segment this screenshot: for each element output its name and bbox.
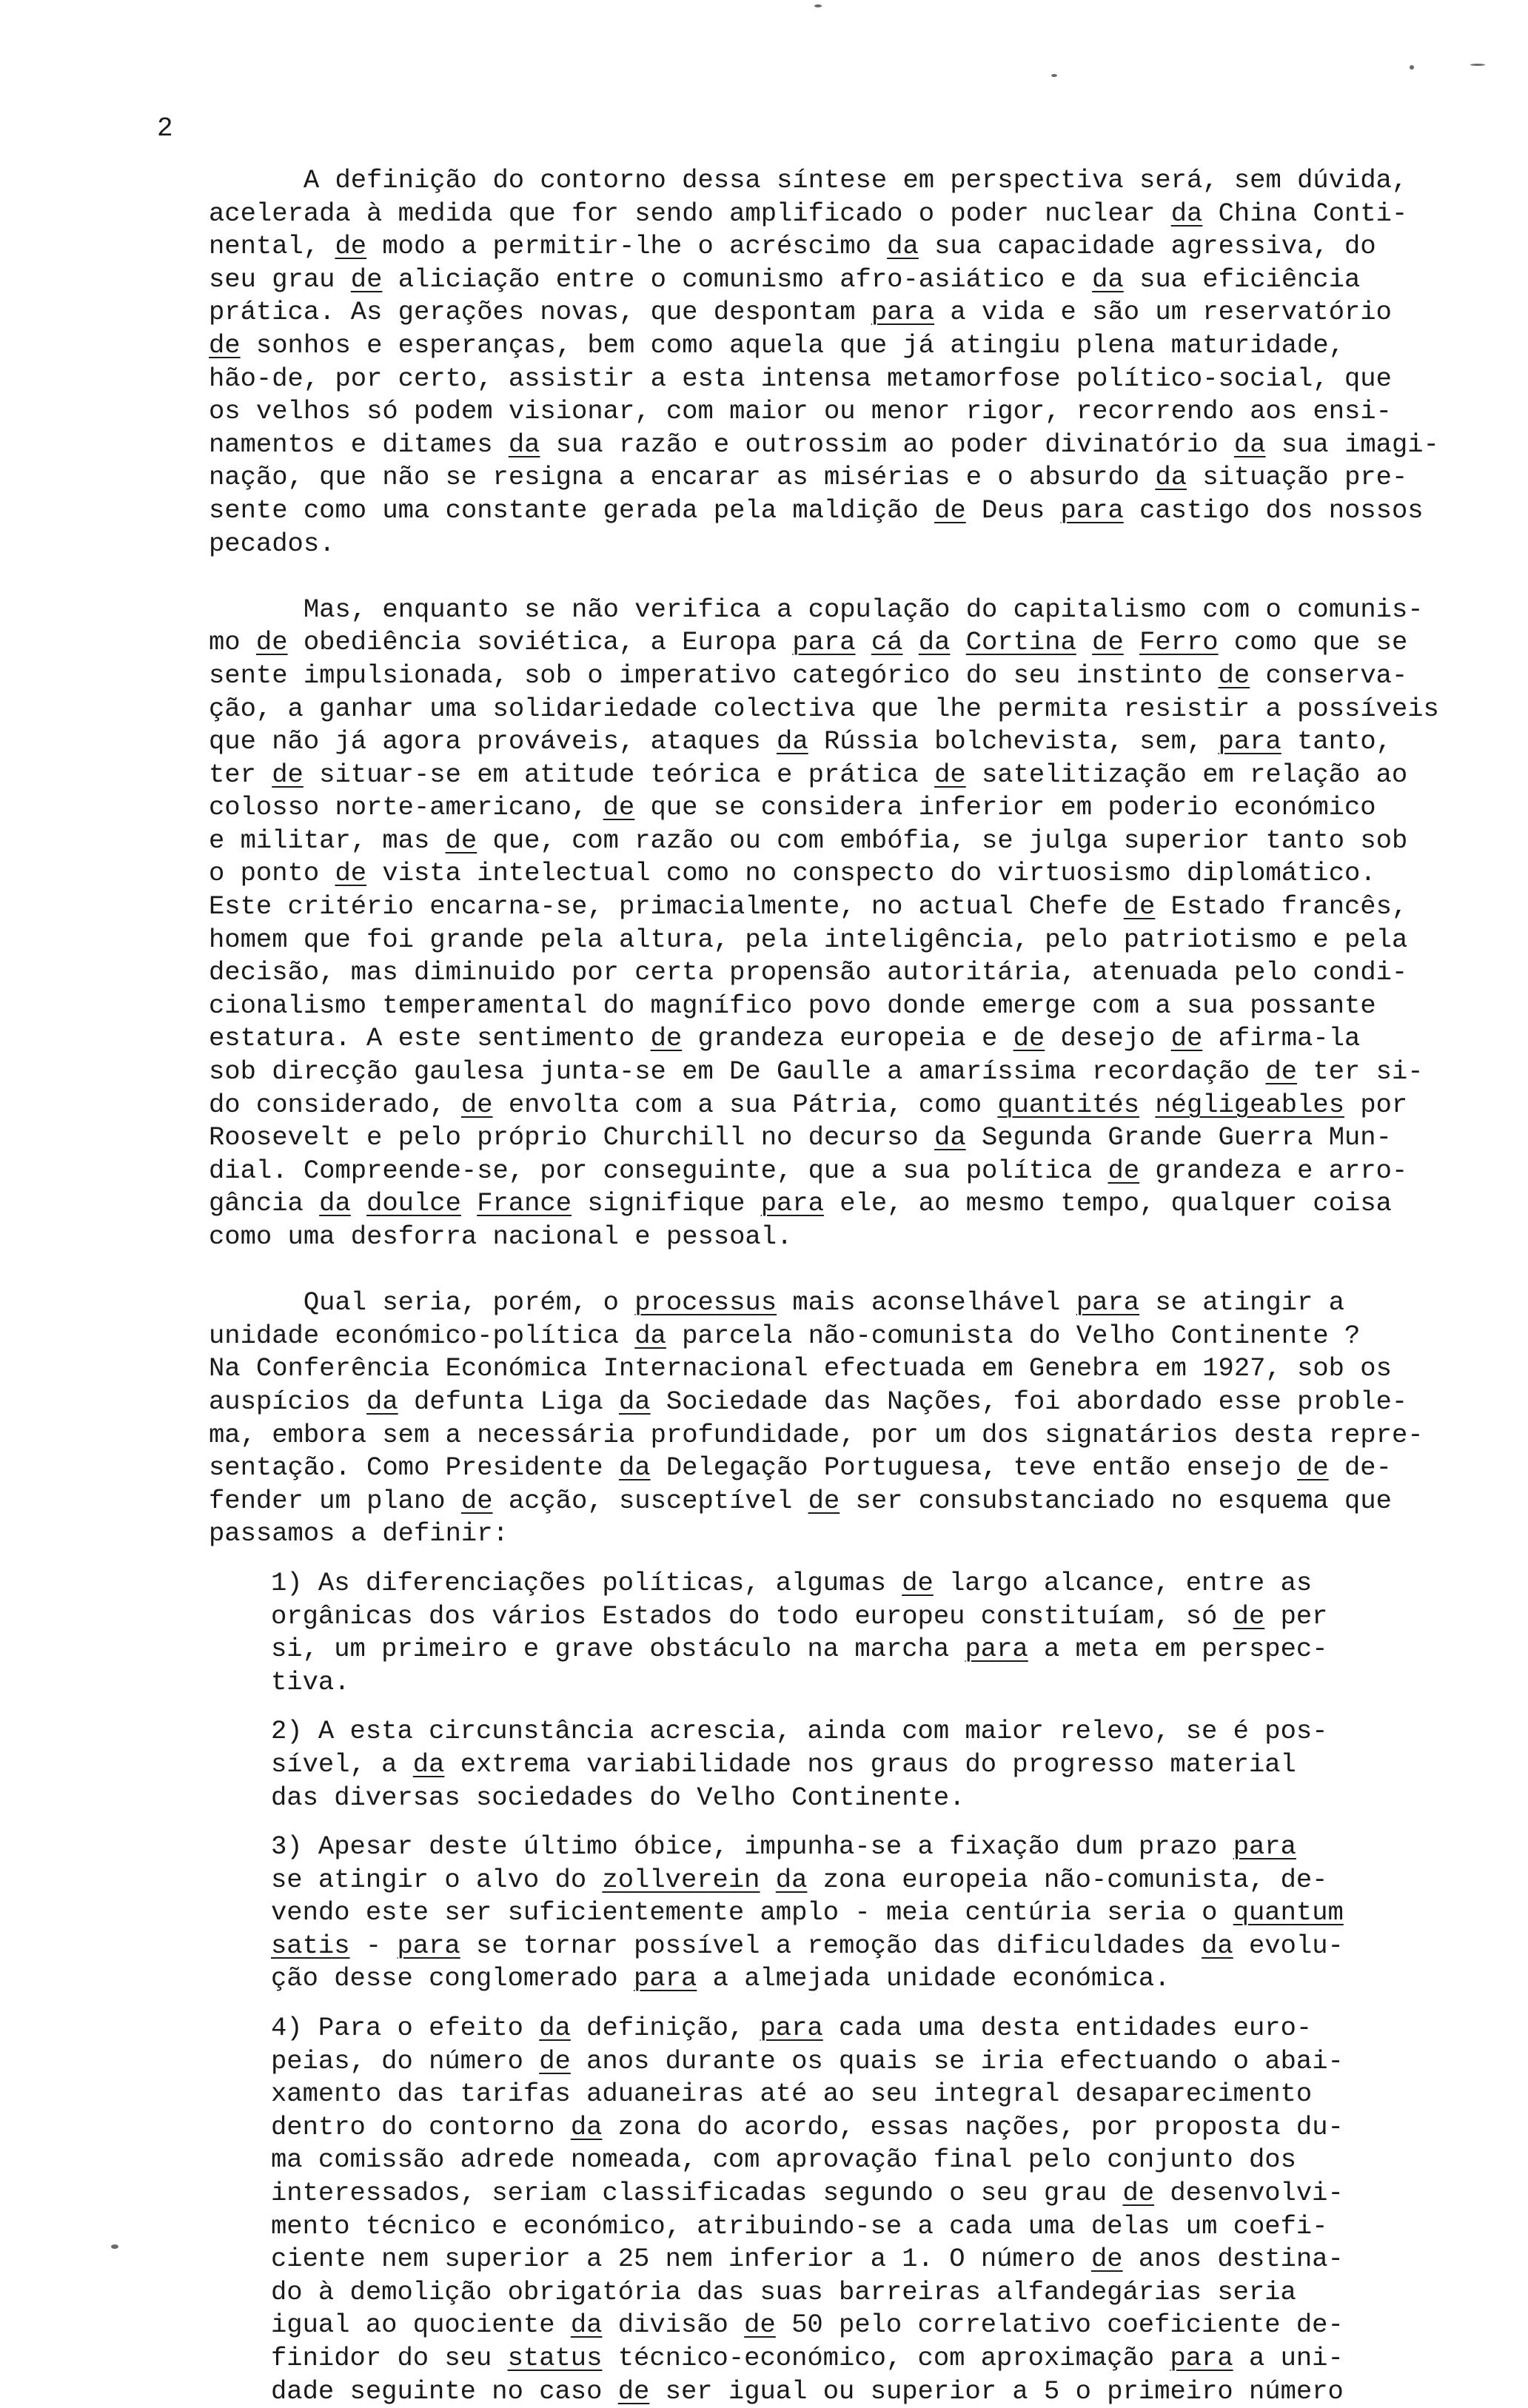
text-line: que não já agora prováveis, ataques da Rússia bolchevista, sem, para tanto, xyxy=(209,726,1392,757)
text-line: Roosevelt e pelo próprio Churchill no decurso da Segunda Grande Guerra Mun- xyxy=(209,1122,1392,1153)
text-line: prática. As gerações novas, que despontam para a vida e são um reservatório xyxy=(209,297,1392,328)
text-line: sob direcção gaulesa junta-se em De Gaulle a amaríssima recordação de ter si- xyxy=(209,1056,1424,1087)
text-line: ciente nem superior a 25 nem inferior a 1. O número de anos destina- xyxy=(271,2244,1344,2275)
text-line: pecados. xyxy=(209,528,335,559)
scan-speck xyxy=(814,4,822,7)
text-line: ção desse conglomerado para a almejada unidade económica. xyxy=(271,1963,1170,1994)
text-line: os velhos só podem visionar, com maior ou menor rigor, recorrendo aos ensi- xyxy=(209,396,1392,427)
scan-speck xyxy=(1051,74,1057,77)
text-line: e militar, mas de que, com razão ou com embófia, se julga superior tanto sob xyxy=(209,825,1408,856)
text-line: xamento das tarifas aduaneiras até ao seu integral desaparecimento xyxy=(271,2079,1313,2110)
text-line: acelerada à medida que for sendo amplificado o poder nuclear da China Conti- xyxy=(209,198,1408,229)
list-item xyxy=(271,1715,1501,1814)
text-line: estatura. A este sentimento de grandeza europeia e de desejo de afirma-la xyxy=(209,1023,1361,1054)
text-line: seu grau de aliciação entre o comunismo afro-asiático e da sua eficiência xyxy=(209,264,1361,295)
text-line: 2) A esta circunstância acrescia, ainda com maior relevo, se é pos- xyxy=(271,1716,1328,1747)
text-line: A definição do contorno dessa síntese em perspectiva será, sem dúvida, xyxy=(303,165,1408,195)
list-item xyxy=(271,1831,1501,1996)
text-line: namentos e ditames da sua razão e outrossim ao poder divinatório da sua imagi- xyxy=(209,429,1439,460)
scan-speck xyxy=(111,2244,118,2249)
text-line: homem que foi grande pela altura, pela inteligência, pelo patriotismo e pela xyxy=(209,924,1408,955)
text-line: si, um primeiro e grave obstáculo na marcha para a meta em perspec- xyxy=(271,1634,1328,1665)
text-line: mento técnico e económico, atribuindo-se a cada uma delas um coefi- xyxy=(271,2210,1328,2241)
text-line: unidade económico-política da parcela não-comunista do Velho Continente ? xyxy=(209,1320,1361,1351)
text-line: dentro do contorno da zona do acordo, essas nações, por proposta du- xyxy=(271,2111,1344,2142)
text-line: peias, do número de anos durante os quais se iria efectuando o abai- xyxy=(271,2045,1344,2076)
text-line: dial. Compreende-se, por conseguinte, que a sua política de grandeza e arro- xyxy=(209,1155,1408,1186)
list-item xyxy=(271,1567,1501,1699)
text-line: nental, de modo a permitir-lhe o acréscimo da sua capacidade agressiva, do xyxy=(209,231,1376,262)
text-line: das diversas sociedades do Velho Continente. xyxy=(271,1782,965,1813)
text-line: Este critério encarna-se, primacialmente, no actual Chefe de Estado francês, xyxy=(209,891,1408,922)
text-line: 1) As diferenciações políticas, algumas de largo alcance, entre as xyxy=(271,1567,1313,1598)
text-line: decisão, mas diminuido por certa propensão autoritária, atenuada pelo condi- xyxy=(209,957,1408,988)
list-item xyxy=(271,2012,1501,2408)
page-number: 2 xyxy=(157,113,173,144)
text-line: sentação. Como Presidente da Delegação Portuguesa, teve então ensejo de de- xyxy=(209,1452,1392,1483)
text-line: Mas, enquanto se não verifica a copulação do capitalismo com o comunis- xyxy=(303,594,1424,625)
text-line: colosso norte-americano, de que se considera inferior em poderio económico xyxy=(209,792,1376,823)
scan-speck xyxy=(1410,65,1414,70)
text-line: o ponto de vista intelectual como no conspecto do virtuosismo diplomático. xyxy=(209,858,1376,889)
paragraph xyxy=(209,164,1501,560)
text-line: sente impulsionada, sob o imperativo categórico do seu instinto de conserva- xyxy=(209,660,1408,691)
text-line: orgânicas dos vários Estados do todo europeu constituíam, só de per xyxy=(271,1600,1328,1631)
text-line: passamos a definir: xyxy=(209,1518,509,1549)
scan-speck xyxy=(1470,64,1485,66)
text-line: sível, a da extrema variabilidade nos graus do progresso material xyxy=(271,1748,1296,1780)
text-line: fender um plano de acção, susceptível de ser consubstanciado no esquema que xyxy=(209,1485,1392,1516)
text-line: Qual seria, porém, o processus mais aconselhável para se atingir a xyxy=(303,1287,1345,1318)
paragraph xyxy=(209,594,1501,1254)
text-line: igual ao quociente da divisão de 50 pelo correlativo coeficiente de- xyxy=(271,2310,1344,2341)
text-line: 3) Apesar deste último óbice, impunha-se a fixação dum prazo para xyxy=(271,1831,1296,1862)
text-line: dade seguinte no caso de ser igual ou superior a 5 o primeiro número xyxy=(271,2375,1344,2407)
text-line: cionalismo temperamental do magnífico povo donde emerge com a sua possante xyxy=(209,990,1376,1021)
text-line: satis - para se tornar possível a remoção das dificuldades da evolu- xyxy=(271,1930,1344,1961)
text-line: ter de situar-se em atitude teórica e prática de satelitização em relação ao xyxy=(209,759,1408,790)
text-line: interessados, seriam classificadas segundo o seu grau de desenvolvi- xyxy=(271,2178,1344,2209)
text-line: tiva. xyxy=(271,1666,350,1697)
text-line: ma comissão adrede nomeada, com aprovação final pelo conjunto dos xyxy=(271,2144,1296,2176)
text-line: do à demolição obrigatória das suas barreiras alfandegárias seria xyxy=(271,2276,1296,2307)
text-line: ma, embora sem a necessária profundidade, por um dos signatários desta repre- xyxy=(209,1419,1424,1450)
text-line: vendo este ser suficientemente amplo - meia centúria seria o quantum xyxy=(271,1897,1344,1928)
text-line: sente como uma constante gerada pela maldição de Deus para castigo dos nossos xyxy=(209,494,1424,526)
text-line: como uma desforra nacional e pessoal. xyxy=(209,1221,793,1252)
text-line: nação, que não se resigna a encarar as misérias e o absurdo da situação pre- xyxy=(209,462,1408,493)
text-line: auspícios da defunta Liga da Sociedade das Nações, foi abordado esse proble- xyxy=(209,1386,1408,1417)
document-body xyxy=(209,164,1501,2408)
text-line: gância da doulce France signifique para ele, ao mesmo tempo, qualquer coisa xyxy=(209,1188,1392,1219)
text-line: se atingir o alvo do zollverein da zona europeia não-comunista, de- xyxy=(271,1864,1328,1895)
text-line: hão-de, por certo, assistir a esta intensa metamorfose político-social, que xyxy=(209,363,1392,394)
text-line: mo de obediência soviética, a Europa para cá da Cortina de Ferro como que se xyxy=(209,627,1408,658)
text-line: finidor do seu status técnico-económico, com aproximação para a uni- xyxy=(271,2343,1344,2373)
text-line: ção, a ganhar uma solidariedade colectiva que lhe permita resistir a possíveis xyxy=(209,693,1439,724)
text-line: 4) Para o efeito da definição, para cada uma desta entidades euro- xyxy=(271,2013,1313,2044)
text-line: do considerado, de envolta com a sua Pátria, como quantités négligeables por xyxy=(209,1089,1408,1120)
paragraph xyxy=(209,1287,1501,1551)
text-line: Na Conferência Económica Internacional efectuada em Genebra em 1927, sob os xyxy=(209,1353,1392,1384)
text-line: de sonhos e esperanças, bem como aquela que já atingiu plena maturidade, xyxy=(209,329,1345,360)
